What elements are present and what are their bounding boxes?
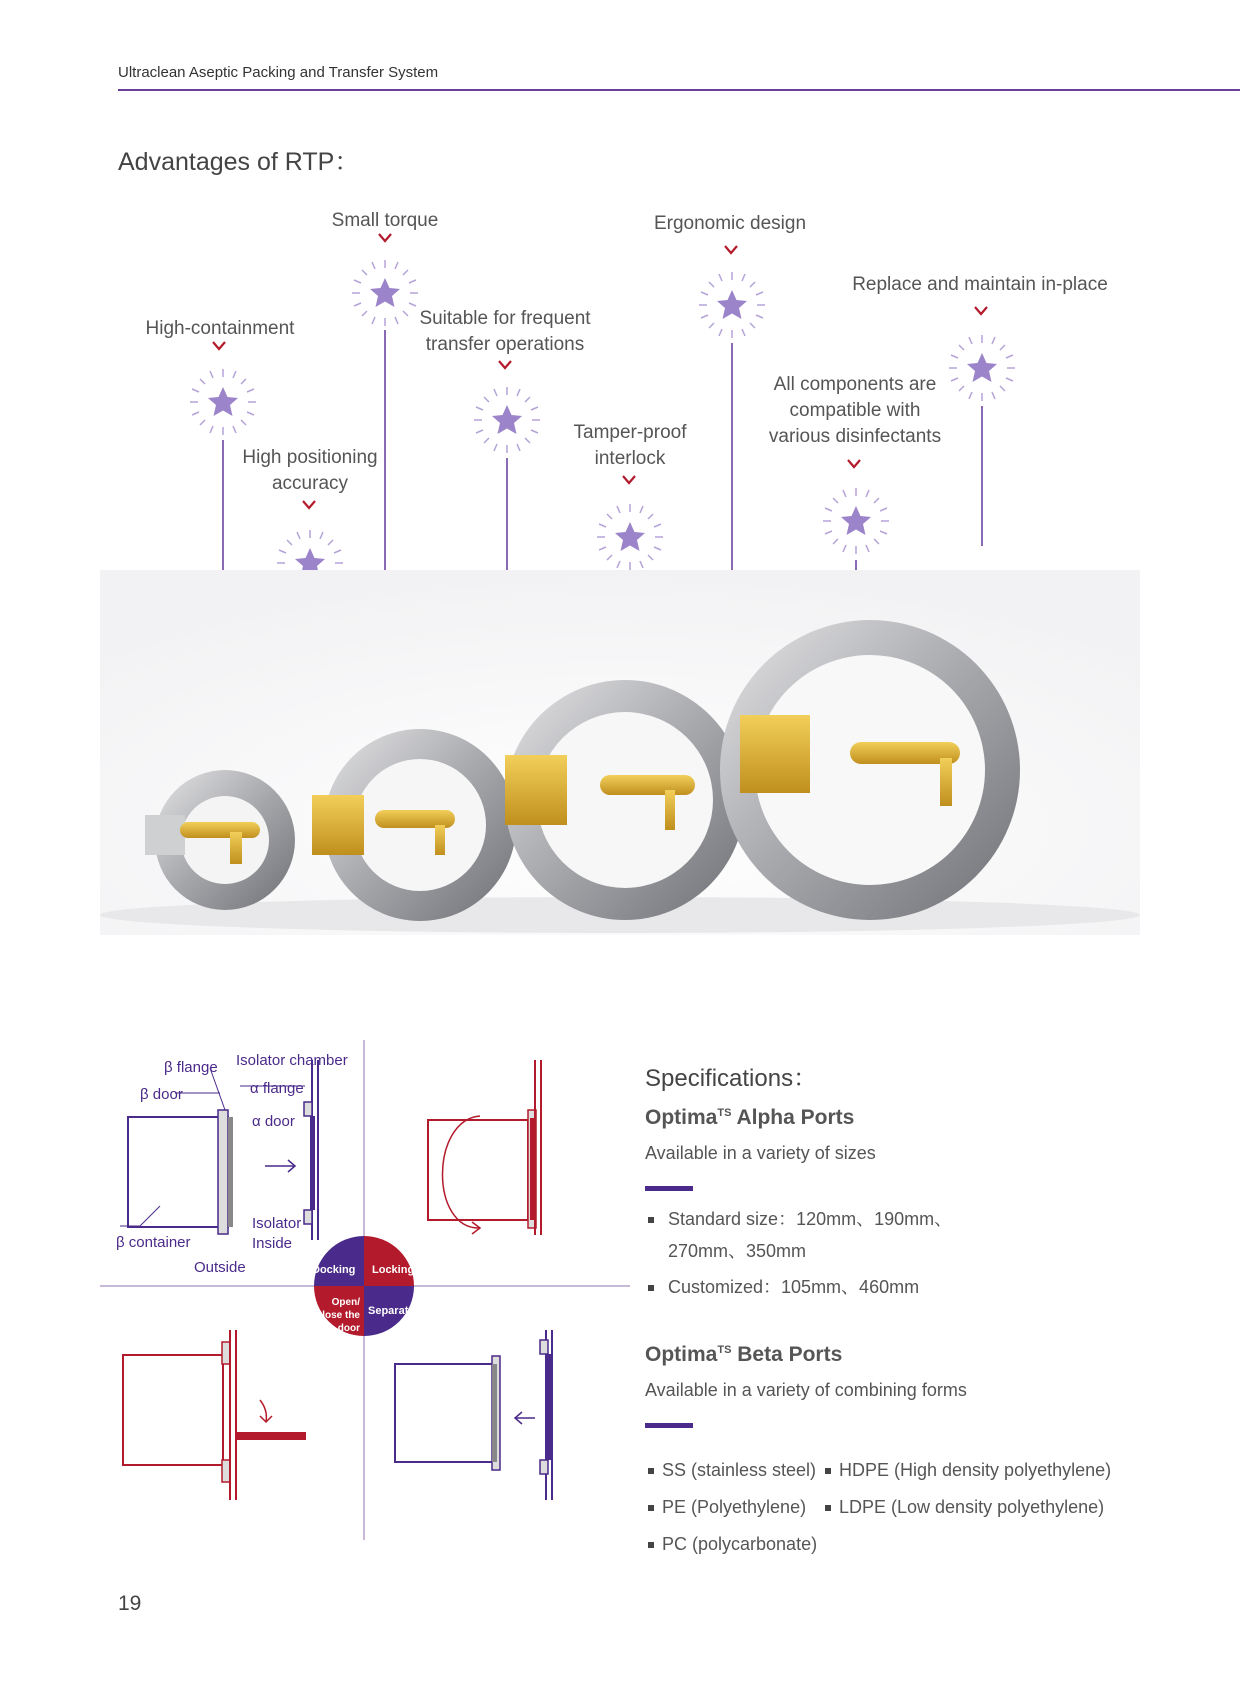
label-line: Inside [252, 1235, 293, 1252]
step-locking: Locking [372, 1264, 415, 1276]
material-ss [648, 1454, 816, 1486]
material-hdpe [825, 1454, 1111, 1486]
accent-bar [645, 1423, 693, 1428]
star-icon [947, 333, 1017, 403]
material-ldpe [825, 1491, 1104, 1523]
feature-high-containment [140, 316, 300, 342]
label-beta-flange: β flange [164, 1059, 218, 1076]
alpha-ports-desc: Available in a variety of sizes [645, 1143, 876, 1163]
label-outside: Outside [194, 1259, 246, 1276]
port-xlarge [720, 620, 1020, 920]
product-suffix: Alpha Ports [731, 1106, 855, 1129]
step-separate: Separate [368, 1305, 415, 1317]
alpha-bullet-standard [648, 1203, 952, 1235]
bullet-text: HDPE (High density polyethylene) [839, 1460, 1112, 1480]
step-line: Close the [314, 1310, 360, 1321]
bullet-icon [825, 1468, 831, 1474]
specifications-title: Specifications： [645, 1065, 818, 1092]
advantages-title: Advantages of RTP： [118, 148, 360, 176]
material-pe [648, 1491, 806, 1523]
rtp-ports-photo [100, 570, 1140, 935]
feature-label: various disinfectants [768, 426, 942, 447]
bullet-text: SS (stainless steel) [662, 1460, 817, 1480]
connector-line [981, 406, 983, 546]
feature-label: Small torque [331, 210, 439, 231]
label-alpha-door: α door [252, 1113, 295, 1130]
bullet-icon [648, 1505, 654, 1511]
alpha-bullet-customized [648, 1271, 919, 1303]
label-isolator-inside [252, 1214, 301, 1254]
bullet-icon [648, 1468, 654, 1474]
feature-label: High positioning [242, 447, 378, 468]
chevron-down-icon [974, 306, 988, 316]
docking-procedure-diagram [100, 1030, 630, 1550]
feature-label: Tamper-proof [573, 422, 687, 443]
chevron-down-icon [212, 341, 226, 351]
feature-label: High-containment [145, 318, 295, 339]
feature-disinfectants [750, 372, 960, 450]
feature-frequent-transfer [410, 306, 600, 358]
step-line: door [337, 1323, 360, 1334]
beta-ports-heading [645, 1343, 842, 1367]
bullet-icon [648, 1542, 654, 1548]
step-line: Open/ [331, 1297, 360, 1308]
feature-positioning-accuracy [230, 445, 390, 497]
feature-label: Suitable for frequent [419, 308, 591, 329]
label-line: Isolator [252, 1215, 302, 1232]
label-beta-door: β door [140, 1086, 183, 1103]
feature-label: Replace and maintain in-place [852, 274, 1108, 295]
bullet-text: PC (polycarbonate) [662, 1534, 818, 1554]
label-isolator-chamber: Isolator chamber [236, 1052, 348, 1069]
feature-ergonomic [645, 211, 815, 237]
bullet-icon [648, 1217, 654, 1223]
alpha-ports-heading [645, 1106, 854, 1130]
trademark-sup: TS [717, 1107, 732, 1119]
star-icon [697, 270, 767, 340]
alpha-bullet-standard-cont: 270mm、350mm [668, 1241, 807, 1261]
product-suffix: Beta Ports [731, 1343, 843, 1366]
chevron-down-icon [724, 245, 738, 255]
beta-ports-desc: Available in a variety of combining forms [645, 1380, 967, 1400]
bullet-icon [648, 1285, 654, 1291]
feature-label: Ergonomic design [653, 213, 807, 234]
header-divider [118, 89, 1240, 91]
chevron-down-icon [302, 500, 316, 510]
feature-label: transfer operations [425, 334, 585, 355]
trademark-sup: TS [717, 1344, 732, 1356]
bullet-icon [825, 1505, 831, 1511]
star-icon [472, 385, 542, 455]
feature-label: accuracy [271, 473, 349, 494]
feature-label: interlock [594, 448, 666, 469]
label-alpha-flange: α flange [250, 1080, 304, 1097]
bullet-text: PE (Polyethylene) [662, 1497, 807, 1517]
product-name: Optima [645, 1343, 718, 1366]
chevron-down-icon [498, 360, 512, 370]
feature-label: All components are [773, 374, 937, 395]
feature-tamper-proof [560, 420, 700, 472]
header-title: Ultraclean Aseptic Packing and Transfer System [118, 64, 439, 81]
feature-replace-in-place [840, 272, 1120, 298]
chevron-down-icon [622, 475, 636, 485]
step-open-close [308, 1296, 360, 1335]
bullet-text: Customized：105mm、460mm [668, 1277, 920, 1297]
bullet-text: Standard size：120mm、190mm、 [668, 1209, 953, 1229]
label-beta-container: β container [116, 1234, 191, 1251]
star-icon [595, 502, 665, 572]
bullet-text: LDPE (Low density polyethylene) [839, 1497, 1105, 1517]
port-large [505, 680, 745, 920]
feature-label: compatible with [789, 400, 921, 421]
step-docking: Docking [312, 1264, 356, 1276]
accent-bar [645, 1186, 693, 1191]
page-number: 19 [118, 1592, 142, 1615]
feature-small-torque [310, 208, 460, 234]
star-icon [188, 367, 258, 437]
star-icon [821, 486, 891, 556]
chevron-down-icon [847, 459, 861, 469]
product-name: Optima [645, 1106, 718, 1129]
chevron-down-icon [378, 233, 392, 243]
material-pc [648, 1528, 817, 1560]
